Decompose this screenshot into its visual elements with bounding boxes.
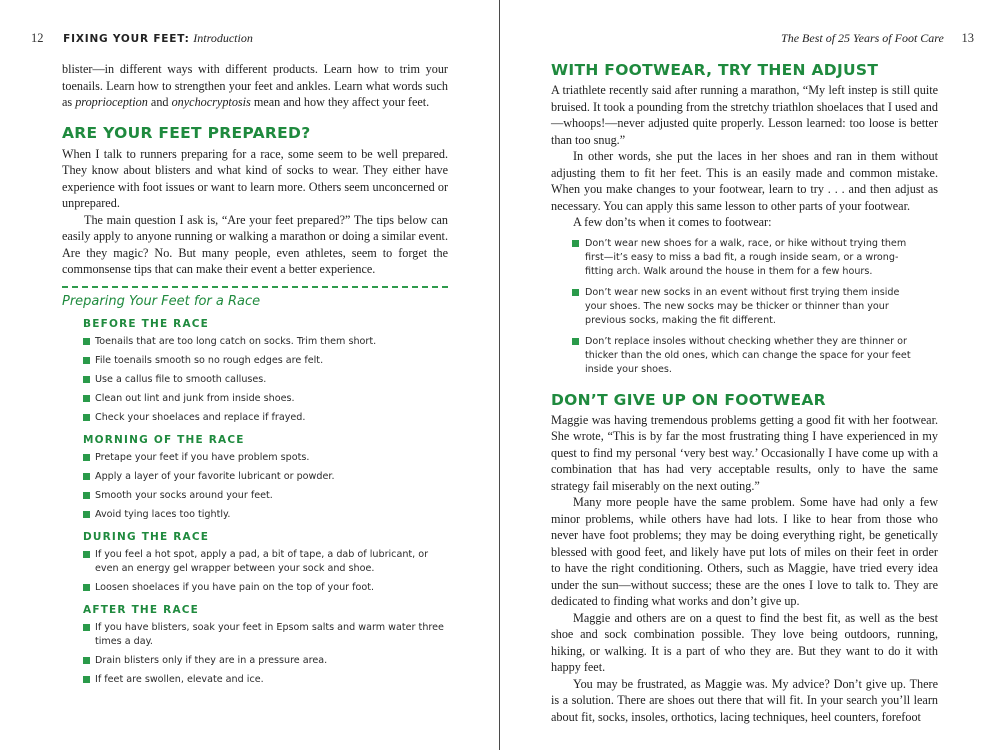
subheading-during-race: DURING THE RACE: [83, 530, 210, 543]
donts-list: [572, 237, 938, 377]
right-page: [500, 0, 1000, 750]
square-bullet-icon: [83, 338, 90, 345]
list-item: Smooth your socks around your feet.: [83, 489, 448, 503]
list-item: Check your shoelaces and replace if frayed.: [83, 411, 448, 425]
term-proprioception: proprioception: [75, 95, 148, 109]
checklist-after-race: [83, 621, 448, 687]
paragraph: Many more people have the same problem. Some have had only a few minor problems, while others have had lots. I like to hear from those who never have foot problems; they may be doing everything right, be genetically blessed with good feet, and likely have put lots of miles on their feet in order to have the right conditioning. Others, such as Maggie, have tried every idea under the sun—without success; these are the ones I love to talk to. They are dedicated to finding what works and don’t give up.: [551, 495, 938, 608]
paragraph: In other words, she put the laces in her shoes and ran in them without adjusting them to fit her feet. This is an easily made and common mistake. When you make changes to your footwear, learn to try . . . and then adjust as necessary. You can apply this same lesson to other parts of your footwear.: [551, 149, 938, 213]
left-body: [62, 61, 448, 692]
paragraph: Maggie and others are on a quest to find the best fit, as well as the best shoe and sock combination possible. They love being outdoors, running, hiking, or walking. It is a part of who they are. But they want to do it with happy feet.: [551, 610, 938, 674]
list-item: Drain blisters only if they are in a pressure area.: [83, 654, 448, 668]
right-running-header: [781, 31, 974, 45]
paragraph: A triathlete recently said after running a marathon, “My left instep is still quite bruised. It took a pounding from the stretchy triathlon shoelaces that I used and—whoops!—never adjusted quite properly. Lesson learned: too loose is better than too snug.”: [551, 83, 938, 147]
left-page-number: 12: [31, 31, 44, 45]
subheading-after-race: AFTER THE RACE: [83, 603, 200, 616]
square-bullet-icon: [83, 473, 90, 480]
square-bullet-icon: [83, 492, 90, 499]
square-bullet-icon: [572, 289, 579, 296]
square-bullet-icon: [83, 414, 90, 421]
heading-dont-give-up: DON’T GIVE UP ON FOOTWEAR: [551, 390, 826, 409]
book-title: FIXING YOUR FEET:: [63, 33, 190, 45]
right-page-number: 13: [961, 31, 974, 45]
opening-paragraph: blister—in different ways with different products. Learn how to trim your toenails. Learn how to strengthen your feet and ankles. Learn what words such as proprioception and onychocryptosis mean and how they affect your feet.: [62, 62, 448, 109]
square-bullet-icon: [83, 357, 90, 364]
paragraph: The main question I ask is, “Are your feet prepared?” The tips below can easily apply to anyone running or walking a marathon or doing a similar event. Are they magic? No. But many people, even athletes, seem to forget the commonsense tips that can make their event a better experience.: [62, 212, 448, 276]
subheading-before-race: BEFORE THE RACE: [83, 317, 210, 330]
checklist-morning-of-race: [83, 451, 448, 522]
square-bullet-icon: [572, 240, 579, 247]
left-running-header: [31, 31, 253, 46]
paragraph: When I talk to runners preparing for a race, some seem to be well prepared. They know about blisters and what kind of socks to wear. They either have experience with foot issues or want to learn more. Others seem unconcerned or unprepared.: [62, 146, 448, 210]
list-item: Loosen shoelaces if you have pain on the top of your foot.: [83, 581, 448, 595]
running-title: The Best of 25 Years of Foot Care: [781, 31, 944, 45]
list-item: If you have blisters, soak your feet in Epsom salts and warm water three times a day.: [83, 621, 448, 649]
checklist-during-race: [83, 548, 448, 595]
list-item: If feet are swollen, elevate and ice.: [83, 673, 448, 687]
term-onychocryptosis: onychocryptosis: [171, 95, 251, 109]
section-title: Introduction: [193, 31, 253, 45]
paragraph: A few don’ts when it comes to footwear:: [573, 215, 772, 229]
list-item: Use a callus file to smooth calluses.: [83, 373, 448, 387]
list-item: Avoid tying laces too tightly.: [83, 508, 448, 522]
square-bullet-icon: [83, 395, 90, 402]
list-item: If you feel a hot spot, apply a pad, a bit of tape, a dab of lubricant, or even an energy gel wrapper between your sock and shoe.: [83, 548, 448, 576]
list-item: Don’t wear new shoes for a walk, race, or hike without trying them first—it’s easy to miss a bad fit, a rough inside seam, or a wrong-fitting arch. Walk around the house in them for a few hours.: [572, 237, 938, 279]
dashed-divider: [62, 286, 448, 288]
paragraph: Maggie was having tremendous problems getting a good fit with her footwear. She wrote, “This is by far the most frustrating thing I have experienced in my quest to find my personal ‘very best way.’ Occasionally I have come up with a combination that has had very acceptable results, only to have the same strategy fail miserably on the next outing.”: [551, 412, 938, 493]
sidebar-title: Preparing Your Feet for a Race: [62, 293, 261, 309]
square-bullet-icon: [83, 676, 90, 683]
square-bullet-icon: [83, 584, 90, 591]
heading-try-then-adjust: WITH FOOTWEAR, TRY THEN ADJUST: [551, 61, 879, 79]
list-item: Don’t wear new socks in an event without first trying them inside your shoes. The new socks may be thicker or thinner than your previous socks, making the fit different.: [572, 286, 938, 328]
checklist-before-race: [83, 335, 448, 425]
list-item: File toenails smooth so no rough edges are felt.: [83, 354, 448, 368]
right-body: [551, 61, 938, 725]
list-item: Toenails that are too long catch on socks. Trim them short.: [83, 335, 448, 349]
heading-are-your-feet-prepared: ARE YOUR FEET PREPARED?: [62, 123, 311, 142]
square-bullet-icon: [83, 657, 90, 664]
square-bullet-icon: [83, 454, 90, 461]
list-item: Apply a layer of your favorite lubricant or powder.: [83, 470, 448, 484]
paragraph: You may be frustrated, as Maggie was. My advice? Don’t give up. There is a solution. There are shoes out there that will fit. In your search you’ll learn about fit, socks, insoles, orthotics, lacing techniques, heel counters, forefoot: [551, 676, 938, 724]
subheading-morning-of-race: MORNING OF THE RACE: [83, 433, 245, 446]
square-bullet-icon: [83, 376, 90, 383]
list-item: Clean out lint and junk from inside shoes.: [83, 392, 448, 406]
list-item: Pretape your feet if you have problem spots.: [83, 451, 448, 465]
square-bullet-icon: [572, 338, 579, 345]
square-bullet-icon: [83, 624, 90, 631]
list-item: Don’t replace insoles without checking whether they are thinner or thicker than the old ones, which can change the space for your feet inside your shoes.: [572, 335, 938, 377]
square-bullet-icon: [83, 511, 90, 518]
square-bullet-icon: [83, 551, 90, 558]
